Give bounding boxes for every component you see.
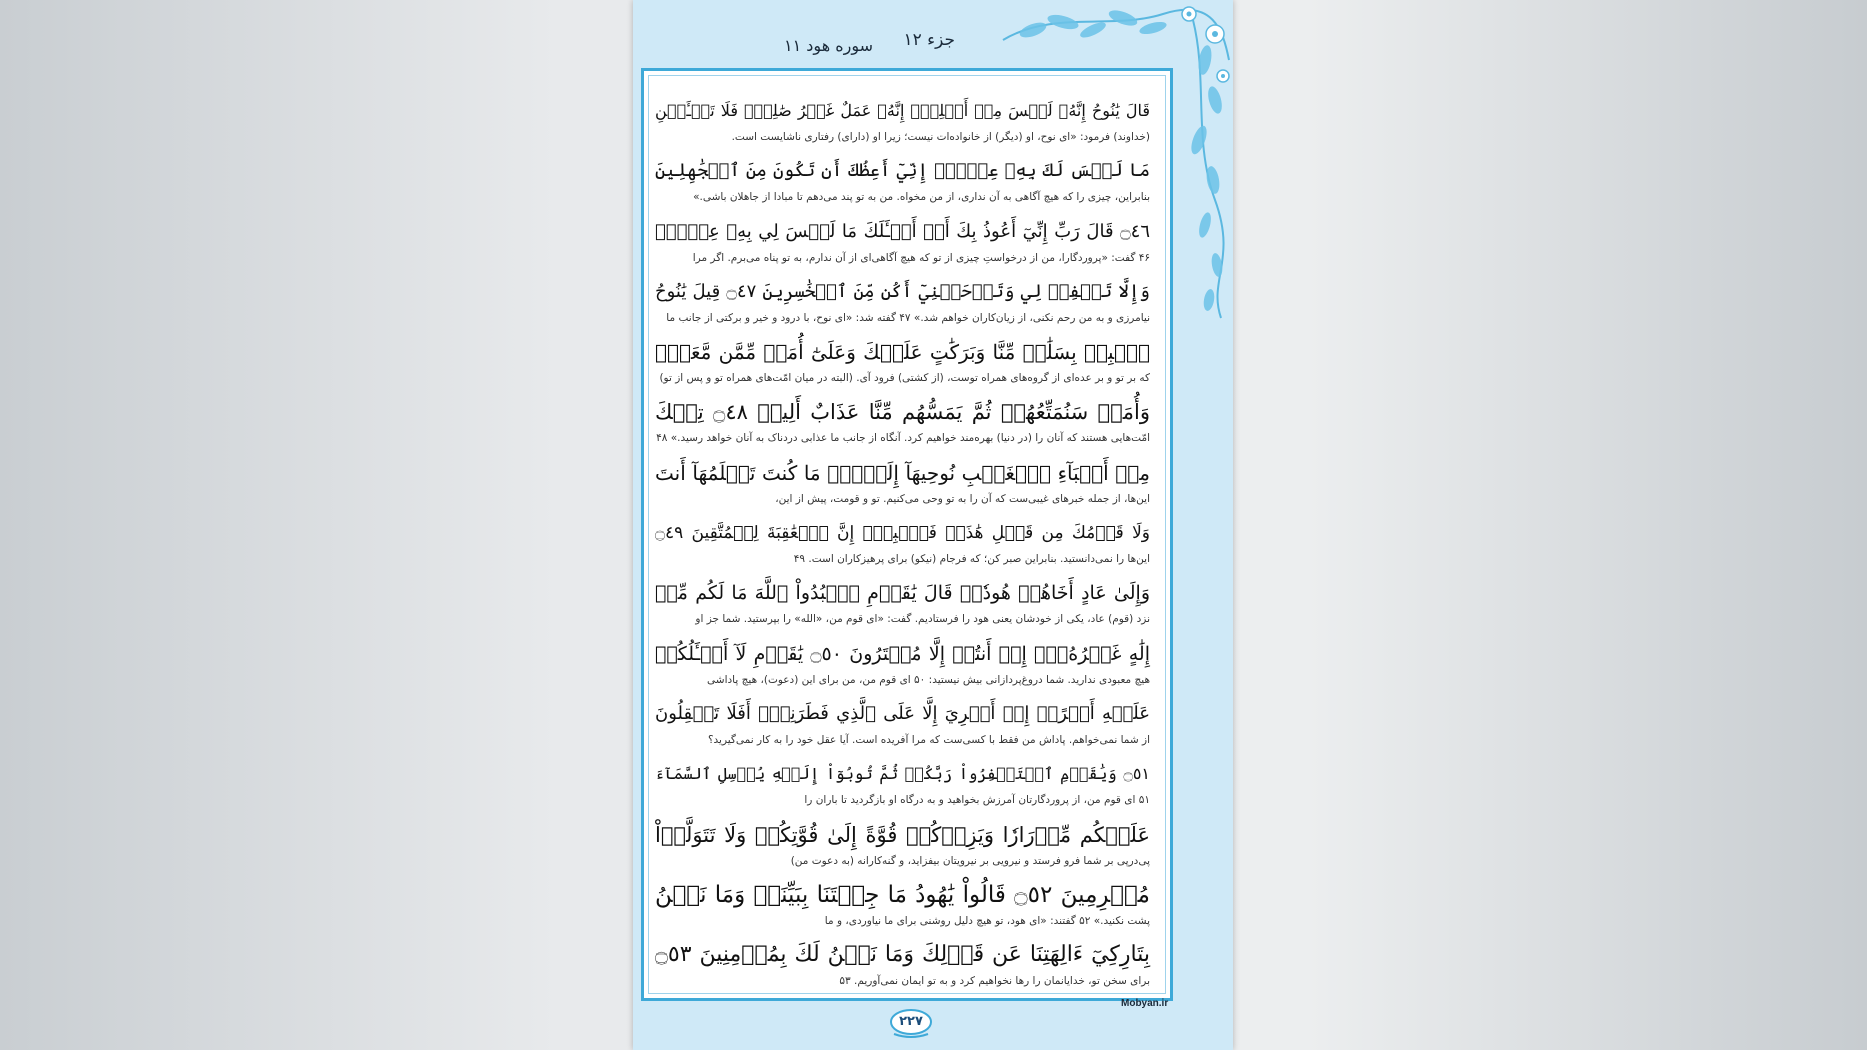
verse-line [655,152,1150,212]
juz-label: جزء ۱۲ [903,30,955,50]
verse-line [655,333,1150,393]
arabic-text: وَلَا قَوۡمُكَ مِن قَبۡلِ هَٰذَاۖ فَٱصۡبِرۡۖ إِنَّ ٱلۡعَٰقِبَةَ لِلۡمُتَّقِينَ ۝٤٩ [655,523,1150,544]
arabic-text: مُجۡرِمِينَ ۝٥٢ قَالُواْ يَٰهُودُ مَا جِئۡتَنَا بِبَيِّنَةٖ وَمَا نَحۡنُ [655,881,1151,908]
arabic-text: ٱهۡبِطۡ بِسَلَٰمٖ مِّنَّا وَبَرَكَٰتٍ عَلَيۡكَ وَعَلَىٰٓ أُمَمٖ مِّمَّن مَّعَكَۚ [655,340,1150,365]
arabic-text: وَأُمَمٞ سَنُمَتِّعُهُمۡ ثُمَّ يَمَسُّهُم مِّنَّا عَذَابٌ أَلِيمٞ ۝٤٨ تِلۡكَ [655,400,1150,425]
arabic-text: بِتَارِكِيٓ ءَالِهَتِنَا عَن قَوۡلِكَ وَمَا نَحۡنُ لَكَ بِمُؤۡمِنِينَ ۝٥٣ [655,942,1150,968]
arabic-text: مِنۡ أَنۢبَآءِ ٱلۡغَيۡبِ نُوحِيهَآ إِلَيۡكَۖ مَا كُنتَ تَعۡلَمُهَآ أَنتَ [655,460,1150,485]
persian-translation: امّت‌هایی هستند که آنان را (در دنیا) بهره‌مند خواهیم کرد. آنگاه از جانب ما عذابی دردناک به آنان خواهد رسید.» ۴۸ [656,432,1150,445]
verse-line [655,635,1150,695]
arabic-text: عَلَيۡهِ أَجۡرًاۖ إِنۡ أَجۡرِيَ إِلَّا عَلَى ٱلَّذِي فَطَرَنِيٓۚ أَفَلَا تَعۡقِلُونَ [655,702,1150,724]
arabic-text: مَا لَيۡسَ لَكَ بِهِۦ عِلۡمٌۖ إِنِّيٓ أَعِظُكَ أَن تَكُونَ مِنَ ٱلۡجَٰهِلِينَ [655,160,1150,182]
persian-translation: بنابراین، چیزی را که هیچ آگاهی به آن نداری، از من مخواه. من به تو پند می‌دهم تا مبادا از جاهلان باشی.» [693,191,1150,204]
persian-translation: این‌ها را نمی‌دانستید. بنابراین صبر کن؛ که فرجام (نیکو) برای پرهیزکاران است. ۴۹ [793,553,1150,566]
surah-label: سوره هود ۱۱ [784,36,873,55]
arabic-text: إِلَٰهٍ غَيۡرُهُۥٓۖ إِنۡ أَنتُمۡ إِلَّا مُفۡتَرُونَ ۝٥٠ يَٰقَوۡمِ لَآ أَسۡـَٔلُكُمۡ [655,642,1150,665]
persian-translation: نیامرزی و به من رحم نکنی، از زیان‌کاران خواهم شد.» ۴۷ گفته شد: «ای نوح، با درود و خیر و برکتی از جانب ما [666,311,1150,324]
persian-translation: نزد (قوم) عاد، یکی از خودشان یعنی هود را فرستادیم. گفت: «ای قوم من، «الله» را بپرستید. شما جز او [695,613,1150,626]
verse-line [655,273,1150,333]
verse-line [655,393,1150,453]
persian-translation: ۴۶ گفت: «پروردگارا، من از درخواستِ چیزی از تو که هیچ آگاهی‌ای از آن ندارم، به تو پناه می‌برم. اگر مرا [692,251,1150,264]
verse-line [655,574,1150,634]
persian-translation: از شما نمی‌خواهم. پاداش من فقط با کسی‌ست که مرا آفریده است. آیا عقل خود را به کار نمی‌گیرید؟ [707,733,1150,746]
persian-translation: (خداوند) فرمود: «ای نوح، او (دیگر) از خانواده‌ات نیست؛ زیرا او (دارای) رفتاری ناشایست است. [731,131,1150,143]
persian-translation: پشت نکنید.» ۵۲ گفتند: «ای هود، تو هیچ دلیل روشنی برای ما نیاوردی، و ما [824,914,1150,927]
site-watermark: Mobyan.ir [1121,998,1169,1009]
quran-page [633,0,1233,1050]
arabic-text: وَإِلَّا تَغۡفِرۡ لِي وَتَرۡحَمۡنِيٓ أَكُن مِّنَ ٱلۡخَٰسِرِينَ ۝٤٧ قِيلَ يَٰنُوحُ [655,280,1150,302]
persian-translation: که بر تو و بر عده‌ای از گروه‌های همراه توست، (از کشتی) فرود آی. (البته در میان امّت‌های همراه تو و پس از تو) [659,372,1150,385]
persian-translation: این‌ها، از جمله خبرهای غیبی‌ست که آن را به تو وحی می‌کنیم. تو و قومت، پیش از این، [775,492,1150,505]
verse-lines [655,92,1150,996]
verse-line [655,816,1150,876]
arabic-text: ۝٥١ وَيَٰقَوۡمِ ٱسۡتَغۡفِرُواْ رَبَّكُمۡ ثُمَّ تُوبُوٓاْ إِلَيۡهِ يُرۡسِلِ ٱلسَّمَآءَ [655,764,1150,784]
persian-translation: برای سخن تو، خدایانمان را رها نخواهیم کرد و به تو ایمان نمی‌آوریم. ۵۳ [839,975,1150,988]
arabic-text: ۝٤٦ قَالَ رَبِّ إِنِّيٓ أَعُوذُ بِكَ أَنۡ أَسۡـَٔلَكَ مَا لَيۡسَ لِي بِهِۦ عِلۡمٞۖ [655,220,1150,242]
persian-translation: پی‌درپی بر شما فرو فرستد و نیرویی بر نیرویتان بیفزاید، و گنه‌کارانه (به دعوت من) [790,854,1150,867]
page-number: ۲۲۷ [899,1014,923,1029]
verse-line [655,936,1150,996]
verse-line [655,514,1150,574]
persian-translation: ۵۱ ای قوم من، از پروردگارتان آمرزش بخواهید و به درگاه او بازگردید تا باران را [804,794,1150,807]
verse-line [655,454,1150,514]
page-header [633,26,1233,66]
verse-line [655,876,1150,936]
arabic-text: قَالَ يَٰنُوحُ إِنَّهُۥ لَيۡسَ مِنۡ أَهۡلِكَۖ إِنَّهُۥ عَمَلٌ غَيۡرُ صَٰلِحٖۖ فَلَا تَسۡـَٔلۡنِ [655,101,1150,120]
verse-line [655,92,1150,152]
arabic-text: وَإِلَىٰ عَادٍ أَخَاهُمۡ هُودٗاۚ قَالَ يَٰقَوۡمِ ٱعۡبُدُواْ ٱللَّهَ مَا لَكُم مِّنۡ [655,582,1150,605]
verse-line [655,695,1150,755]
arabic-text: عَلَيۡكُم مِّدۡرَارٗا وَيَزِدۡكُمۡ قُوَّةً إِلَىٰ قُوَّتِكُمۡ وَلَا تَتَوَلَّوۡاْ [655,822,1150,847]
page-number-badge [888,1007,934,1041]
verse-line [655,755,1150,815]
persian-translation: هیچ معبودی ندارید. شما دروغ‌پردازانی بیش نیستید: ۵۰ ای قوم من، من برای این (دعوت)، هیچ پاداشی [707,673,1150,686]
verse-line [655,213,1150,273]
